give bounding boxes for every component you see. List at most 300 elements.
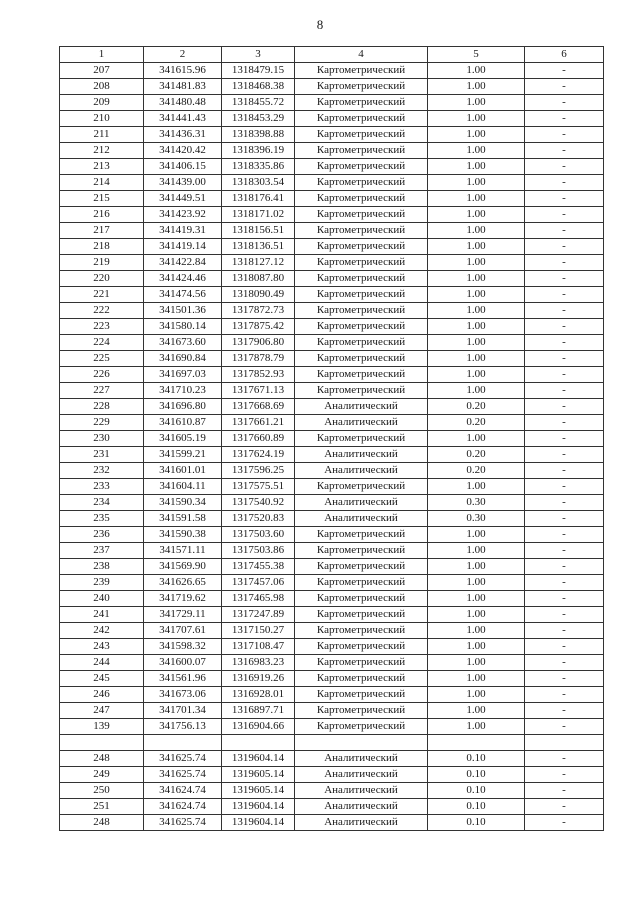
table-row [60,575,604,591]
table-cell: Картометрический [295,687,428,703]
table-cell: 230 [60,431,144,447]
table-cell: 1319605.14 [222,767,295,783]
table-row [60,223,604,239]
table-cell: 249 [60,767,144,783]
table-cell: - [525,671,604,687]
table-cell: 1316897.71 [222,703,295,719]
table-cell: - [525,799,604,815]
table-cell: 1319604.14 [222,751,295,767]
table-cell: 223 [60,319,144,335]
table-cell: 1318127.12 [222,255,295,271]
table-cell: 1.00 [428,319,525,335]
table-cell: 341439.00 [144,175,222,191]
table-cell: 1317247.89 [222,607,295,623]
table-cell: 1318090.49 [222,287,295,303]
table-cell: 341423.92 [144,207,222,223]
table-cell: 214 [60,175,144,191]
table-cell: - [525,495,604,511]
table-cell: 341599.21 [144,447,222,463]
table-cell: 1.00 [428,623,525,639]
table-cell: 341719.62 [144,591,222,607]
table-cell: 1317852.93 [222,367,295,383]
table-cell: Картометрический [295,127,428,143]
table-cell: 225 [60,351,144,367]
table-cell: 1.00 [428,95,525,111]
table-cell: 1.00 [428,287,525,303]
table-cell: 213 [60,159,144,175]
table-cell: - [525,431,604,447]
table-row [60,719,604,735]
table-cell: Аналитический [295,447,428,463]
table-row [60,127,604,143]
table-cell: Картометрический [295,383,428,399]
table-cell: 1318479.15 [222,63,295,79]
table-row [60,175,604,191]
table-cell: 139 [60,719,144,735]
table-cell: 341441.43 [144,111,222,127]
table-cell: 236 [60,527,144,543]
table-cell: - [525,591,604,607]
table-cell: 341561.96 [144,671,222,687]
table-cell: - [525,655,604,671]
table-cell: 227 [60,383,144,399]
table-cell: 248 [60,815,144,831]
table-cell: 341501.36 [144,303,222,319]
table-cell: Картометрический [295,559,428,575]
table-cell: 1.00 [428,143,525,159]
table-cell: Аналитический [295,767,428,783]
table-row [60,159,604,175]
table-cell: 341673.06 [144,687,222,703]
table-cell: 1317455.38 [222,559,295,575]
table-cell: - [525,463,604,479]
table-cell: 216 [60,207,144,223]
table-cell: 341600.07 [144,655,222,671]
table-cell: - [525,575,604,591]
table-cell: 341419.14 [144,239,222,255]
table-cell: 1317671.13 [222,383,295,399]
table-row [60,607,604,623]
table-row [60,319,604,335]
table-cell: Картометрический [295,351,428,367]
header-cell: 3 [222,47,295,63]
table-cell: 0.20 [428,463,525,479]
table-cell: 341569.90 [144,559,222,575]
table-row [60,335,604,351]
table-cell: 341591.58 [144,511,222,527]
header-cell: 2 [144,47,222,63]
table-row [60,703,604,719]
table-cell: Картометрический [295,319,428,335]
table-cell: - [525,767,604,783]
table-cell: 341673.60 [144,335,222,351]
page-number: 8 [316,17,324,32]
table-cell: 1.00 [428,559,525,575]
table-cell: - [525,399,604,415]
table-cell: 341690.84 [144,351,222,367]
table-cell: - [525,511,604,527]
table-cell: 1317878.79 [222,351,295,367]
table-cell: Картометрический [295,639,428,655]
table-cell: 0.10 [428,751,525,767]
table-cell: 234 [60,495,144,511]
table-cell: - [525,111,604,127]
table-cell: - [525,95,604,111]
table-row [60,527,604,543]
table-cell: 0.30 [428,511,525,527]
table-cell: 1.00 [428,191,525,207]
table-cell: 341422.84 [144,255,222,271]
table-row [60,367,604,383]
table-cell: 250 [60,783,144,799]
table-cell: 341710.23 [144,383,222,399]
table-cell: Картометрический [295,287,428,303]
table-cell: - [525,383,604,399]
table-cell: 215 [60,191,144,207]
table-cell [144,735,222,751]
table-cell: 1.00 [428,479,525,495]
table-cell: Картометрический [295,143,428,159]
table-cell: 1318303.54 [222,175,295,191]
table-cell: Картометрический [295,95,428,111]
table-cell: 1317575.51 [222,479,295,495]
table-cell: 1317465.98 [222,591,295,607]
table-cell: 244 [60,655,144,671]
table-cell: 1.00 [428,239,525,255]
table-cell: 209 [60,95,144,111]
table-cell: 208 [60,79,144,95]
table-cell: - [525,479,604,495]
table-cell: Аналитический [295,463,428,479]
table-row [60,431,604,447]
table-cell: 341625.74 [144,767,222,783]
table-cell: 341590.34 [144,495,222,511]
table-cell: - [525,175,604,191]
table-row [60,639,604,655]
table-row [60,191,604,207]
table-cell: 1.00 [428,607,525,623]
table-cell: 341625.74 [144,815,222,831]
table-row [60,735,604,751]
table-cell: 0.10 [428,783,525,799]
table-cell: - [525,527,604,543]
table-cell: 251 [60,799,144,815]
table-cell: 341605.19 [144,431,222,447]
table-row [60,287,604,303]
table-cell: Картометрический [295,79,428,95]
table-cell: 1.00 [428,591,525,607]
table-cell: 238 [60,559,144,575]
table-cell: - [525,815,604,831]
table-cell: - [525,751,604,767]
table-cell: Картометрический [295,63,428,79]
table-row [60,383,604,399]
table-cell: - [525,207,604,223]
table-cell: - [525,447,604,463]
table-cell: 341624.74 [144,783,222,799]
table-cell: Картометрический [295,367,428,383]
table-cell: - [525,367,604,383]
table-cell: 1318468.38 [222,79,295,95]
table-cell: - [525,271,604,287]
table-cell: 1317540.92 [222,495,295,511]
table-cell: Картометрический [295,671,428,687]
table-cell: - [525,351,604,367]
table-cell: 1.00 [428,719,525,735]
table-cell: 341449.51 [144,191,222,207]
table-cell: 246 [60,687,144,703]
table-cell: 1.00 [428,335,525,351]
table-cell: 341729.11 [144,607,222,623]
table-cell: 235 [60,511,144,527]
table-cell: 245 [60,671,144,687]
table-cell: 1.00 [428,207,525,223]
table-cell: 1.00 [428,255,525,271]
table-cell: 1318171.02 [222,207,295,223]
table-cell [60,735,144,751]
table-cell: 217 [60,223,144,239]
table-cell: 341701.34 [144,703,222,719]
table-cell: - [525,127,604,143]
table-cell: 1.00 [428,175,525,191]
table-cell: 341580.14 [144,319,222,335]
table-cell: Картометрический [295,479,428,495]
table-cell: 341481.83 [144,79,222,95]
table-row [60,783,604,799]
table-cell: - [525,287,604,303]
table-cell: 0.20 [428,447,525,463]
table-row [60,687,604,703]
table-row [60,143,604,159]
table-cell: 1317457.06 [222,575,295,591]
table-cell: - [525,703,604,719]
table-cell: 0.10 [428,799,525,815]
table-cell: Аналитический [295,511,428,527]
table-cell: - [525,223,604,239]
table-cell: 0.10 [428,767,525,783]
table-cell: 1.00 [428,639,525,655]
table-cell: 248 [60,751,144,767]
table-row [60,207,604,223]
table-cell: 341610.87 [144,415,222,431]
table-cell: 1317108.47 [222,639,295,655]
table-cell: Картометрический [295,303,428,319]
header-row [60,47,604,63]
table-cell: - [525,559,604,575]
table-cell: 1318396.19 [222,143,295,159]
table-cell: Картометрический [295,191,428,207]
table-row [60,239,604,255]
table-cell: Картометрический [295,207,428,223]
table-cell: Картометрический [295,175,428,191]
table-cell: 226 [60,367,144,383]
table-cell: 220 [60,271,144,287]
table-cell: 1317875.42 [222,319,295,335]
table-cell: Картометрический [295,623,428,639]
table-row [60,591,604,607]
table-cell: Аналитический [295,815,428,831]
table-cell: 222 [60,303,144,319]
table-cell: 341707.61 [144,623,222,639]
table-cell: - [525,639,604,655]
table-cell: 1317624.19 [222,447,295,463]
table-cell: 1.00 [428,655,525,671]
table-cell: 1.00 [428,575,525,591]
coordinates-table [59,46,604,831]
table-cell: 1.00 [428,127,525,143]
table-row [60,479,604,495]
table-cell: - [525,783,604,799]
table-cell: Аналитический [295,399,428,415]
table-cell: 0.10 [428,815,525,831]
table-cell: 0.20 [428,415,525,431]
table-cell: Аналитический [295,415,428,431]
table-row [60,543,604,559]
table-cell: 247 [60,703,144,719]
table-cell: 341625.74 [144,751,222,767]
table-cell: Аналитический [295,799,428,815]
table-cell: 1.00 [428,351,525,367]
table-row [60,623,604,639]
table-cell: 1316928.01 [222,687,295,703]
table-cell: 243 [60,639,144,655]
table-cell: - [525,63,604,79]
table-cell: 240 [60,591,144,607]
table-cell [295,735,428,751]
table-cell: 1.00 [428,159,525,175]
table-cell: 341626.65 [144,575,222,591]
table-row [60,799,604,815]
table-cell: 241 [60,607,144,623]
table-cell: 1317661.21 [222,415,295,431]
table-cell: 1317872.73 [222,303,295,319]
table-cell: Картометрический [295,111,428,127]
table-cell: 341697.03 [144,367,222,383]
table-cell: 1318335.86 [222,159,295,175]
table-cell: 1.00 [428,383,525,399]
table-cell: 221 [60,287,144,303]
table-row [60,63,604,79]
table-cell: 1.00 [428,79,525,95]
table-cell: - [525,159,604,175]
table-cell [525,735,604,751]
table-cell: 341474.56 [144,287,222,303]
table-cell [222,735,295,751]
table-cell: Картометрический [295,607,428,623]
table-cell: 219 [60,255,144,271]
table-row [60,559,604,575]
table-cell: 1.00 [428,271,525,287]
table-cell: 1319605.14 [222,783,295,799]
table-cell: - [525,687,604,703]
table-cell: Картометрический [295,543,428,559]
table-cell: - [525,719,604,735]
table-cell: - [525,143,604,159]
table-cell: 211 [60,127,144,143]
table-cell: 341756.13 [144,719,222,735]
table-cell: Картометрический [295,719,428,735]
table-row [60,351,604,367]
table-cell: - [525,303,604,319]
header-cell: 1 [60,47,144,63]
table-cell: - [525,239,604,255]
table-cell: 1317906.80 [222,335,295,351]
table-cell: 341571.11 [144,543,222,559]
table-cell: Картометрический [295,255,428,271]
table-row [60,671,604,687]
table-row [60,463,604,479]
table-cell: 341406.15 [144,159,222,175]
table-cell: - [525,79,604,95]
table-cell: Картометрический [295,431,428,447]
table-row [60,271,604,287]
table-cell: 233 [60,479,144,495]
table-cell: Картометрический [295,575,428,591]
table-cell: Картометрический [295,159,428,175]
table-row [60,815,604,831]
table-cell: 341424.46 [144,271,222,287]
table-cell: 1319604.14 [222,815,295,831]
table-cell: 1.00 [428,63,525,79]
table-cell: 341696.80 [144,399,222,415]
table-cell: 1317668.69 [222,399,295,415]
table-cell: 1.00 [428,527,525,543]
table-cell: 1317503.60 [222,527,295,543]
table-cell: Картометрический [295,527,428,543]
table-cell: 1317596.25 [222,463,295,479]
table-cell: 210 [60,111,144,127]
table-cell: Картометрический [295,223,428,239]
table-cell: Картометрический [295,271,428,287]
table-cell: 1.00 [428,367,525,383]
table-cell: 1316904.66 [222,719,295,735]
table-cell: Картометрический [295,703,428,719]
table-cell: 1317503.86 [222,543,295,559]
table-cell: Аналитический [295,783,428,799]
header-cell: 6 [525,47,604,63]
table-cell: 1318087.80 [222,271,295,287]
table-cell: - [525,255,604,271]
table-row [60,95,604,111]
table-cell: - [525,623,604,639]
table-cell: 1.00 [428,431,525,447]
table-cell: 218 [60,239,144,255]
table-cell: - [525,543,604,559]
table-row [60,447,604,463]
table-cell: 1318453.29 [222,111,295,127]
table-cell: 212 [60,143,144,159]
table-row [60,255,604,271]
table-cell: 207 [60,63,144,79]
table-cell: 1318176.41 [222,191,295,207]
table-cell: 341624.74 [144,799,222,815]
table-cell: 242 [60,623,144,639]
table-row [60,655,604,671]
table-cell: 341598.32 [144,639,222,655]
table-cell: 232 [60,463,144,479]
table-cell: 1318136.51 [222,239,295,255]
table-cell [428,735,525,751]
table-row [60,303,604,319]
table-row [60,399,604,415]
table-cell: Картометрический [295,591,428,607]
table-cell: 1317520.83 [222,511,295,527]
table-row [60,751,604,767]
table-cell: 228 [60,399,144,415]
table-cell: 1318455.72 [222,95,295,111]
table-cell: 229 [60,415,144,431]
table-cell: 1.00 [428,303,525,319]
